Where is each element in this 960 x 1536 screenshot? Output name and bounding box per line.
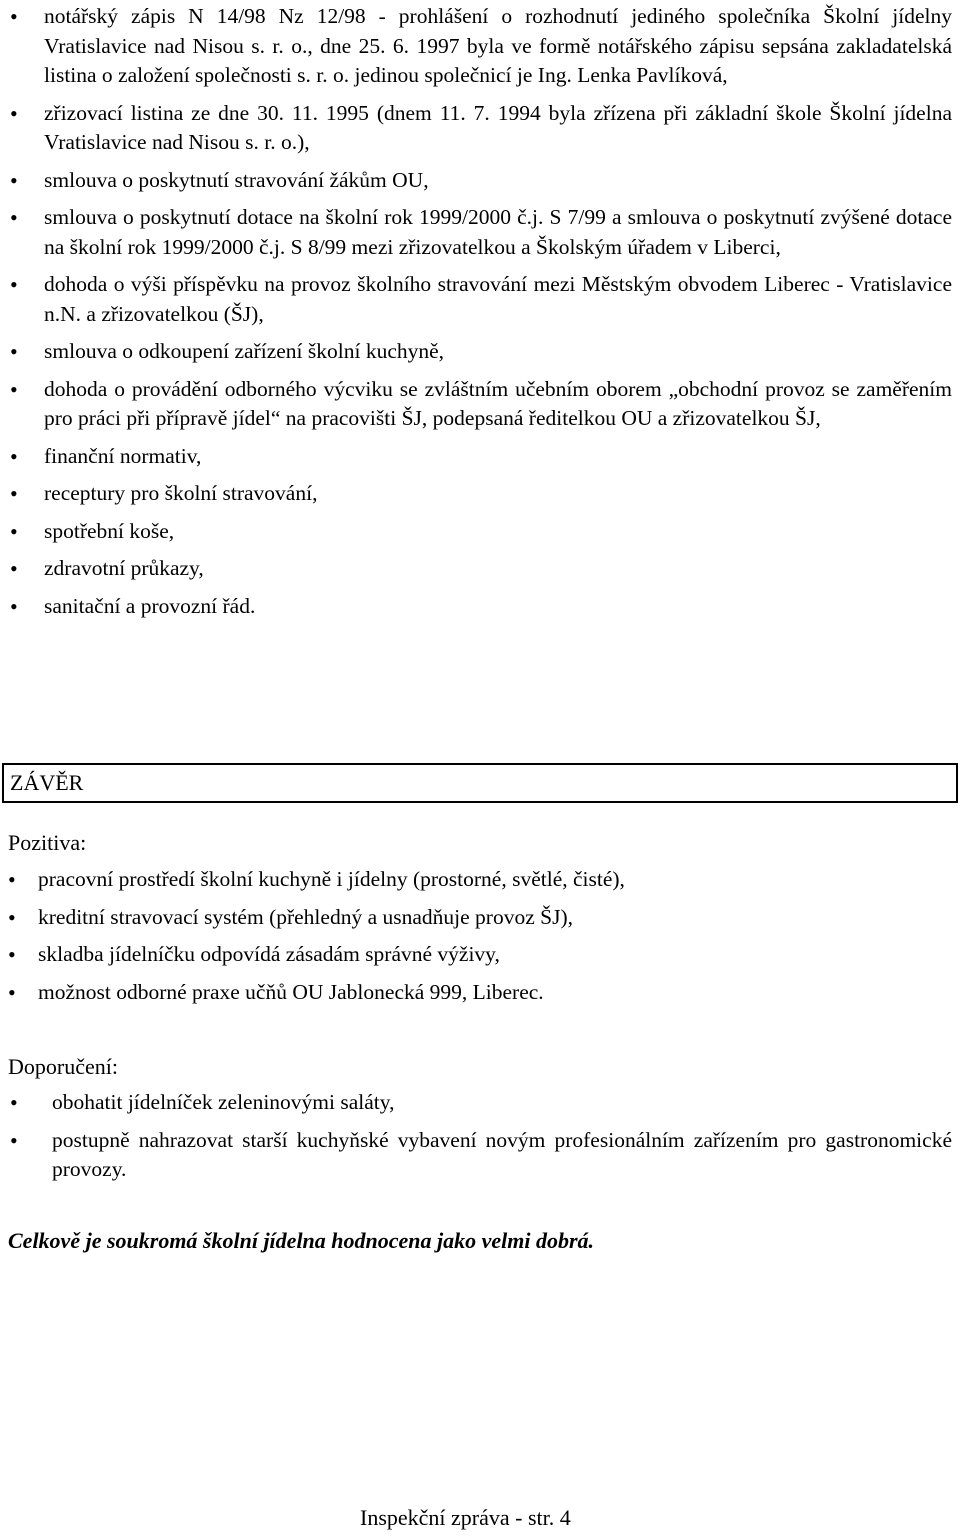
list-item: • smlouva o poskytnutí dotace na školní rok 1999/2000 č.j. S 7/99 a smlouva o poskytnutí zvýšené dotace na školní rok 1999/2000 č.j. S 8/99 mezi zřizovatelkou a Školským úřadem v Liberci, [0, 203, 960, 262]
list-item: • spotřební koše, [0, 517, 960, 547]
list-item: • smlouva o poskytnutí stravování žákům OU, [0, 166, 960, 196]
pozitiva-heading: Pozitiva: [8, 830, 87, 855]
list-item: • skladba jídelníčku odpovídá zásadám správné výživy, [0, 940, 960, 970]
doporuceni-heading: Doporučení: [8, 1054, 118, 1079]
conclusion-text: Celkově je soukromá školní jídelna hodnocena jako velmi dobrá. [8, 1228, 595, 1253]
pozitiva-list [0, 865, 960, 1015]
list-item: • dohoda o provádění odborného výcviku se zvláštním učebním oborem „obchodní provoz se zaměřením pro práci při přípravě jídel“ na pracovišti ŠJ, podepsaná ředitelkou OU a zřizovatelkou ŠJ, [0, 375, 960, 434]
list-item: • zřizovací listina ze dne 30. 11. 1995 (dnem 11. 7. 1994 byla zřízena při základní škole Školní jídelna Vratislavice nad Nisou s. r. o.), [0, 99, 960, 158]
list-item: • sanitační a provozní řád. [0, 592, 960, 622]
doporuceni-list [0, 1088, 960, 1193]
document-list [0, 2, 960, 629]
list-item: • finanční normativ, [0, 442, 960, 472]
list-item: • zdravotní průkazy, [0, 554, 960, 584]
list-item: • dohoda o výši příspěvku na provoz školního stravování mezi Městským obvodem Liberec - Vratislavice n.N. a zřizovatelkou (ŠJ), [0, 270, 960, 329]
list-item: • obohatit jídelníček zeleninovými saláty, [0, 1088, 960, 1118]
list-item: • pracovní prostředí školní kuchyně i jídelny (prostorné, světlé, čisté), [0, 865, 960, 895]
list-item: • kreditní stravovací systém (přehledný a usnadňuje provoz ŠJ), [0, 903, 960, 933]
list-item: • receptury pro školní stravování, [0, 479, 960, 509]
section-title-box [2, 763, 958, 803]
page-footer: Inspekční zpráva - str. 4 [360, 1505, 571, 1530]
list-item: • notářský zápis N 14/98 Nz 12/98 - prohlášení o rozhodnutí jediného společníka Školní jídelny Vratislavice nad Nisou s. r. o., dne 25. 6. 1997 byla ve formě notářského zápisu sepsána zakladatelská listina o založení společnosti s. r. o. jedinou společnicí je Ing. Lenka Pavlíková, [0, 2, 960, 91]
list-item: • možnost odborné praxe učňů OU Jablonecká 999, Liberec. [0, 978, 960, 1008]
section-title: ZÁVĚR [10, 770, 84, 795]
list-item: • postupně nahrazovat starší kuchyňské vybavení novým profesionálním zařízením pro gastronomické provozy. [0, 1126, 960, 1185]
list-item: • smlouva o odkoupení zařízení školní kuchyně, [0, 337, 960, 367]
